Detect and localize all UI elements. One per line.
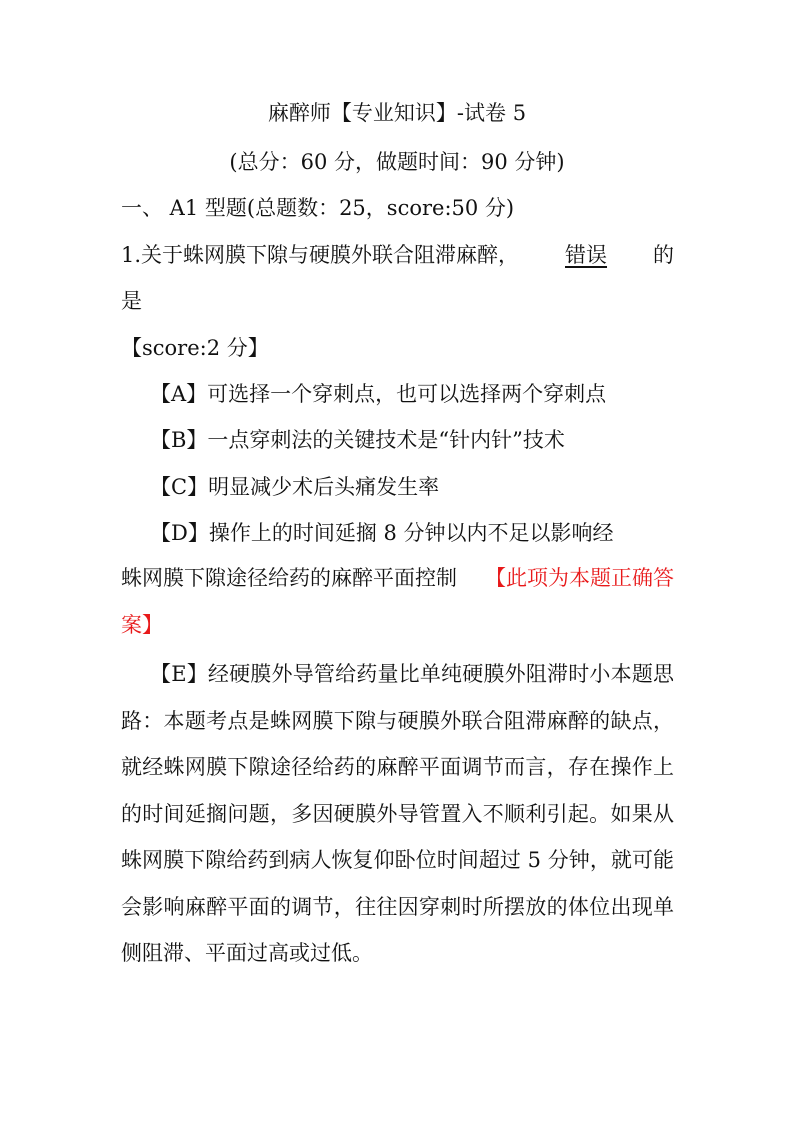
question-stem-continuation: 是 (121, 289, 142, 313)
page-title: 麻醉师【专业知识】-试卷 5 (267, 101, 527, 125)
option-c: 【C】明显减少术后头痛发生率 (150, 475, 440, 499)
question-score: 【score:2 分】 (121, 336, 269, 360)
option-e-and-explanation (121, 651, 674, 977)
question-stem-emphasis: 错误 (565, 243, 608, 267)
option-e: 【E】经硬膜外导管给药量比单纯硬膜外阻滞时小 (150, 662, 611, 686)
exam-meta: (总分：60 分，做题时间：90 分钟) (229, 150, 565, 174)
question-stem (121, 240, 674, 270)
section-heading: 一、 A1 型题(总题数：25，score:50 分) (121, 196, 515, 220)
option-d-continuation (121, 555, 674, 648)
option-d: 【D】操作上的时间延搁 8 分钟以内不足以影响经 (150, 521, 614, 545)
explanation-text: 本题思路：本题考点是蛛网膜下隙与硬膜外联合阻滞麻醉的缺点，就经蛛网膜下隙途径给药的麻醉平面调节而言，存在操作上的时间延搁问题，多因硬膜外导管置入不顺利引起。如果从蛛网膜下隙给药到病人恢复仰卧位时间超过 5 分钟，就可能会影响麻醉平面的调节，往往因穿刺时所摆放的体位出现单侧阻滞、平面过高或过低。 (121, 662, 675, 965)
option-d-text: 蛛网膜下隙途径给药的麻醉平面控制 (121, 566, 457, 590)
option-b: 【B】一点穿刺法的关键技术是“针内针”技术 (150, 428, 565, 452)
option-a: 【A】可选择一个穿刺点，也可以选择两个穿刺点 (150, 382, 607, 406)
correct-answer-flag: 【此项为本题正确答案】 (121, 566, 674, 637)
question-stem-suffix: 的 (652, 243, 674, 267)
question-stem-text: 1.关于蛛网膜下隙与硬膜外联合阻滞麻醉， (121, 243, 520, 267)
